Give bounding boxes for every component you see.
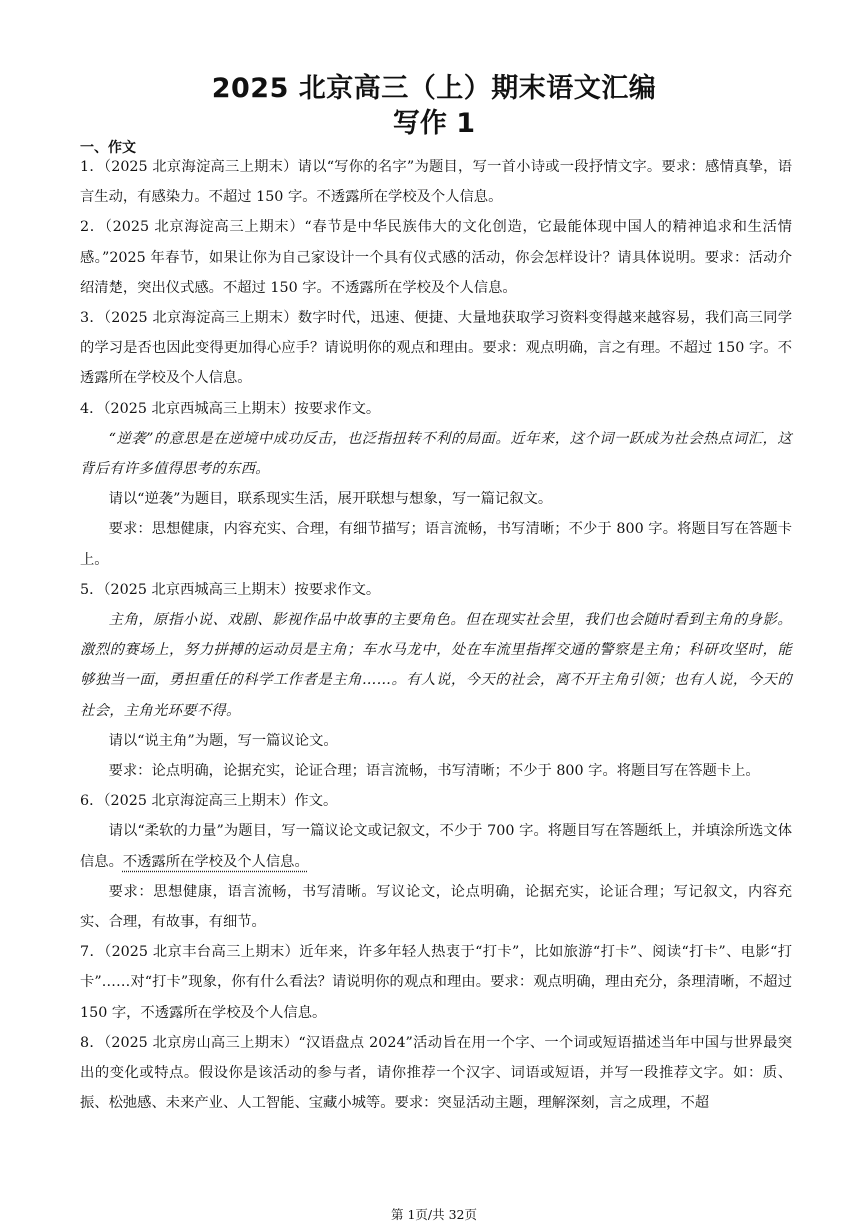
- question-item-3: [80, 303, 792, 394]
- page-number-footer: 第 1页/共 32页: [390, 1207, 478, 1222]
- question-5-prompt: 请以“说主角”为题，写一篇议论文。: [108, 732, 338, 749]
- question-1-text: 1．（2025 北京海淀高三上期末）请以“写你的名字”为题目，写一首小诗或一段抒情文字。要求：感情真挚，语言生动，有感染力。不超过 150 字。不透露所在学校及个人信息。: [80, 159, 792, 206]
- question-4-requirements: 要求：思想健康，内容充实、合理，有细节描写；语言流畅，书写清晰；不少于 800 字。将题目写在答题卡上。: [80, 521, 792, 568]
- question-5-text: 5．（2025 北京西城高三上期末）按要求作文。: [80, 581, 381, 598]
- question-4-text: 4．（2025 北京西城高三上期末）按要求作文。: [80, 400, 381, 417]
- question-item-4: [80, 394, 792, 575]
- question-6-prompt-text: 请以“柔软的力量”为题目，写一篇议论文或记叙文，不少于 700 字。将题目写在答题纸上，并填涂所选文体信息。: [80, 823, 792, 870]
- question-item-5: [80, 575, 792, 786]
- question-item-2: [80, 212, 792, 303]
- question-5-requirements: 要求：论点明确，论据充实，论证合理；语言流畅，书写清晰；不少于 800 字。将题目写在答题卡上。: [108, 763, 760, 780]
- question-4-material: “逆袭”的意思是在逆境中成功反击，也泛指扭转不利的局面。近年来，这个词一跃成为社会热点词汇，这背后有许多值得思考的东西。: [80, 430, 792, 478]
- question-8-text: 8．（2025 北京房山高三上期末）“汉语盘点 2024”活动旨在用一个字、一个词或短语描述当年中国与世界最突出的变化或特点。假设你是该活动的参与者，请你推荐一个汉字、词语或短语，并写一段推荐文字。如：质、振、松弛感、未来产业、人工智能、宝藏小城等。要求：突显活动主题，理解深刻，言之成理，不超: [80, 1034, 792, 1112]
- section-heading: 一、作文: [80, 140, 136, 156]
- question-item-8: [80, 1028, 792, 1119]
- question-2-text: 2．（2025 北京海淀高三上期末）“春节是中华民族伟大的文化创造，它最能体现中国人的精神追求和生活情感。”2025 年春节，如果让你为自己家设计一个具有仪式感的活动，你会怎样设计？请具体说明。要求：活动介绍清楚，突出仪式感。不超过 150 字。不透露所在学校及个人信息。: [80, 219, 792, 296]
- document-title: 2025 北京高三（上）期末语文汇编: [211, 73, 657, 104]
- question-3-text: 3．（2025 北京海淀高三上期末）数字时代，迅速、便捷、大量地获取学习资料变得越来越容易，我们高三同学的学习是否也因此变得更加得心应手？请说明你的观点和理由。要求：观点明确，言之有理。不超过 150 字。不透露所在学校及个人信息。: [80, 310, 792, 387]
- question-6-privacy-note: 不透露所在学校及个人信息。: [122, 853, 309, 870]
- question-item-6: [80, 786, 792, 937]
- question-item-7: [80, 937, 792, 1028]
- document-subtitle: 写作 1: [392, 108, 476, 139]
- question-7-text: 7．（2025 北京丰台高三上期末）近年来，许多年轻人热衷于“打卡”，比如旅游“打卡”、阅读“打卡”、电影“打卡”……对“打卡”现象，你有什么看法？请说明你的观点和理由。要求：观点明确，理由充分，条理清晰，不超过 150 字，不透露所在学校及个人信息。: [80, 944, 792, 1021]
- questions-list: [80, 152, 792, 1119]
- question-4-prompt: 请以“逆袭”为题目，联系现实生活，展开联想与想象，写一篇记叙文。: [108, 491, 553, 508]
- question-5-material: 主角，原指小说、戏剧、影视作品中故事的主要角色。但在现实社会里，我们也会随时看到主角的身影。激烈的赛场上，努力拼搏的运动员是主角；车水马龙中，处在车流里指挥交通的警察是主角；科研攻坚时，能够独当一面，勇担重任的科学工作者是主角……。有人说，今天的社会，离不开主角引领；也有人说，今天的社会，主角光环要不得。: [80, 612, 792, 719]
- question-item-1: [80, 152, 792, 212]
- question-6-text: 6．（2025 北京海淀高三上期末）作文。: [80, 793, 338, 810]
- question-6-requirements: 要求：思想健康，语言流畅，书写清晰。写议论文，论点明确，论据充实，论证合理；写记叙文，内容充实、合理，有故事，有细节。: [80, 883, 792, 931]
- question-6-prompt: [80, 816, 792, 876]
